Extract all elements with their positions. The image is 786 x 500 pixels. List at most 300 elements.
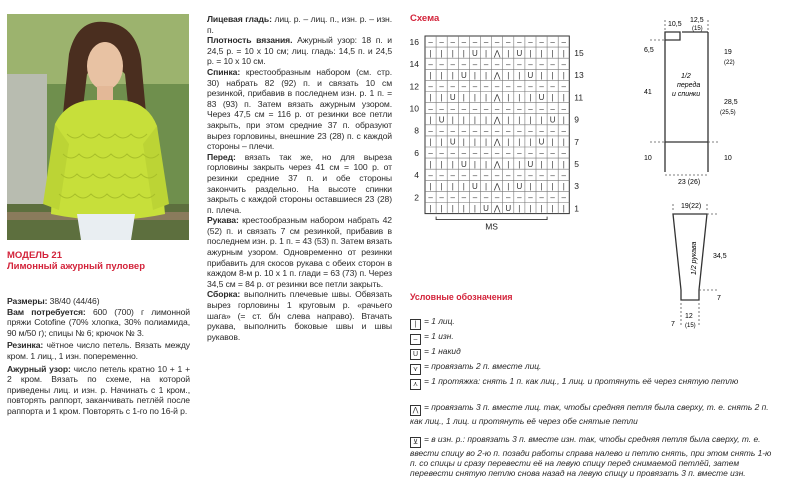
- chart-stitch-symbol: U: [460, 70, 467, 80]
- legend-symbol-icon: ⋎: [410, 364, 421, 375]
- chart-row-number-left: 14: [409, 59, 419, 70]
- chart-stitch-symbol: –: [428, 37, 433, 47]
- gauge-value: Ажурный узор: 18 п. и 24,5 р. = 10 х 10 см; лиц. гладь: 14,5 п. и 24,5 р. = 10 х 10 см.: [207, 35, 392, 67]
- back-value: крестообразным набором (см. стр. 30) набрать 82 (92) п. и связать 10 см резинкой, прибавив в последнем изн. р. 1 п. = 83 (93) п. Затем вязать ажурным узором. Через 47,5 см = 116 р. от резинки все петли закрыть, при этом средние 37 п. образуют вырез горловины, внешние 23 (28) п. с каждой стороны – плечи.: [207, 66, 392, 152]
- gauge-paragraph: [207, 35, 392, 67]
- chart-stitch-symbol: |: [562, 70, 565, 80]
- chart-stitch-symbol: –: [539, 59, 544, 69]
- back-label: Спинка:: [207, 66, 241, 77]
- chart-stitch-symbol: –: [483, 37, 489, 47]
- chart-stitch-symbol: |: [518, 115, 521, 125]
- chart-row-number-right: 3: [574, 181, 580, 192]
- chart-stitch-symbol: |: [529, 93, 532, 103]
- chart-stitch-symbol: |: [440, 137, 443, 147]
- chart-stitch-symbol: |: [440, 159, 443, 169]
- chart-stitch-symbol: –: [506, 148, 511, 158]
- chart-stitch-symbol: |: [473, 70, 476, 80]
- chart-stitch-symbol: –: [461, 82, 467, 92]
- chart-stitch-symbol: –: [561, 59, 566, 69]
- chart-stitch-symbol: |: [518, 93, 521, 103]
- chart-stitch-symbol: U: [472, 181, 478, 191]
- chart-row-number-right: 13: [574, 70, 584, 81]
- chart-stitch-symbol: |: [485, 159, 488, 169]
- lace-label: Ажурный узор:: [7, 363, 71, 374]
- chart-stitch-symbol: |: [551, 137, 554, 147]
- chart-stitch-symbol: –: [494, 104, 500, 114]
- rib-paragraph: [7, 340, 190, 361]
- chart-stitch-symbol: –: [550, 37, 555, 47]
- chart-stitch-symbol: –: [439, 82, 444, 92]
- chart-stitch-symbol: |: [462, 181, 465, 191]
- chart-stitch-symbol: –: [550, 126, 555, 136]
- legend-symbol-icon: ⋏: [410, 379, 421, 390]
- chart-stitch-symbol: –: [461, 126, 467, 136]
- chart-stitch-symbol: –: [506, 82, 511, 92]
- chart-row-number-left: 16: [409, 36, 419, 47]
- chart-stitch-symbol: |: [562, 137, 565, 147]
- chart-stitch-symbol: –: [494, 148, 500, 158]
- chart-stitch-symbol: |: [462, 137, 465, 147]
- lace-paragraph: [7, 364, 190, 417]
- assembly-label: Сборка:: [207, 289, 241, 300]
- chart-stitch-symbol: U: [483, 204, 489, 214]
- back-paragraph: [207, 67, 392, 152]
- chart-row-number-left: 6: [414, 147, 419, 158]
- chart-stitch-symbol: –: [517, 82, 522, 92]
- chart-stitch-symbol: –: [494, 59, 500, 69]
- assembly-paragraph: [207, 289, 392, 342]
- dim-neck-drop: 6,5: [644, 47, 654, 54]
- sleeve-bottom-alt: (15): [685, 323, 696, 329]
- legend-symbol-icon: –: [410, 334, 421, 345]
- chart-stitch-symbol: U: [527, 159, 534, 169]
- sleeves-paragraph: [207, 215, 392, 289]
- chart-stitch-symbol: –: [450, 148, 455, 158]
- chart-stitch-symbol: –: [506, 37, 511, 47]
- legend-item: [410, 434, 780, 478]
- legend-text: = 1 протяжка: снять 1 п. как лиц., 1 лиц. и протянуть её через снятую петлю: [424, 376, 739, 386]
- chart-stitch-symbol: –: [539, 193, 544, 203]
- chart-stitch-symbol: |: [529, 48, 532, 58]
- chart-stitch-symbol: |: [429, 204, 432, 214]
- dim-height-left: 41: [644, 89, 652, 96]
- dim-width: 23 (26): [678, 179, 701, 186]
- chart-stitch-symbol: |: [540, 181, 543, 191]
- chart-stitch-symbol: |: [529, 115, 532, 125]
- chart-stitch-symbol: U: [438, 115, 445, 125]
- chart-row-number-right: 7: [574, 136, 580, 147]
- chart-stitch-symbol: |: [551, 204, 554, 214]
- chart-stitch-symbol: |: [540, 70, 543, 80]
- chart-stitch-symbol: |: [540, 159, 543, 169]
- chart-stitch-symbol: |: [429, 70, 432, 80]
- chart-stitch-symbol: –: [461, 104, 467, 114]
- chart-stitch-symbol: |: [451, 181, 454, 191]
- chart-stitch-symbol: |: [473, 204, 476, 214]
- chart-stitch-symbol: –: [472, 59, 478, 69]
- dim-armhole: 19: [724, 49, 732, 56]
- chart-stitch-symbol: ⋀: [493, 181, 501, 191]
- piece-label-1: 1/2: [681, 73, 691, 80]
- chart-stitch-symbol: –: [517, 37, 522, 47]
- chart-row-number-left: 10: [409, 103, 419, 114]
- chart-stitch-symbol: |: [562, 48, 565, 58]
- chart-stitch-symbol: |: [562, 115, 565, 125]
- chart-row-number-left: 12: [409, 81, 419, 92]
- chart-stitch-symbol: –: [483, 104, 489, 114]
- legend-text: = в изн. р.: провязать 3 п. вместе изн. так, чтобы средняя петля была сверху, т. е. ввести спицу во 2-ю п. позади работы справа налево и петлю снять, при этом снять 1-ю п. со спицы и сразу перевести её на левую спицу перед снимаемой петлёй, затем перевести снятую петлю снова назад на левую спицу и провязать 3 п. вместе изн.: [410, 434, 772, 478]
- chart-stitch-symbol: –: [439, 126, 444, 136]
- legend-text: = 1 накид: [424, 346, 461, 356]
- chart-stitch-symbol: –: [539, 37, 544, 47]
- chart-stitch-symbol: |: [518, 204, 521, 214]
- chart-stitch-symbol: –: [428, 104, 433, 114]
- chart-stitch-symbol: |: [507, 48, 510, 58]
- chart-stitch-symbol: –: [494, 37, 500, 47]
- legend-symbol-icon: |: [410, 319, 421, 330]
- chart-stitch-symbol: |: [429, 137, 432, 147]
- chart-stitch-symbol: U: [449, 137, 456, 147]
- model-heading: [7, 250, 192, 272]
- lace-value: число петель кратно 10 + 1 + 2 кром. Вязать по схеме, на которой приведены лиц. и изн. р. Начинать с 1 кром., повторять раппорт, заканчивать петлёй после раппорта и 1 кром. Повторять с 1-го по 16-й р.: [7, 363, 190, 416]
- chart-stitch-symbol: –: [561, 126, 566, 136]
- chart-stitch-symbol: |: [429, 48, 432, 58]
- chart-stitch-symbol: –: [439, 170, 444, 180]
- chart-stitch-symbol: –: [528, 193, 533, 203]
- chart-stitch-symbol: –: [461, 170, 467, 180]
- middle-column-text: [207, 14, 392, 342]
- chart-stitch-symbol: –: [517, 148, 522, 158]
- chart-stitch-symbol: –: [428, 126, 433, 136]
- chart-stitch-symbol: –: [528, 148, 533, 158]
- chart-stitch-symbol: –: [428, 193, 433, 203]
- chart-stitch-symbol: –: [428, 170, 433, 180]
- chart-stitch-symbol: –: [528, 82, 533, 92]
- chart-stitch-symbol: –: [450, 126, 455, 136]
- legend-item: [410, 361, 780, 375]
- chart-stitch-symbol: –: [506, 104, 511, 114]
- materials-label: Вам потребуется:: [7, 306, 86, 317]
- chart-stitch-symbol: –: [428, 148, 433, 158]
- chart-stitch-symbol: |: [518, 70, 521, 80]
- chart-stitch-symbol: –: [506, 59, 511, 69]
- rib-label: Резинка:: [7, 340, 44, 351]
- chart-stitch-symbol: |: [562, 159, 565, 169]
- chart-stitch-symbol: |: [529, 137, 532, 147]
- chart-stitch-symbol: –: [428, 59, 433, 69]
- chart-stitch-symbol: –: [517, 170, 522, 180]
- chart-stitch-symbol: –: [483, 170, 489, 180]
- chart-stitch-symbol: –: [494, 126, 500, 136]
- dim-rib-right: 10: [724, 155, 732, 162]
- chart-stitch-symbol: |: [518, 159, 521, 169]
- chart-stitch-symbol: –: [450, 82, 455, 92]
- chart-stitch-symbol: |: [540, 48, 543, 58]
- chart-stitch-symbol: –: [506, 170, 511, 180]
- chart-stitch-symbol: |: [462, 48, 465, 58]
- legend-item: [410, 376, 780, 390]
- chart-stitch-symbol: |: [440, 48, 443, 58]
- chart-stitch-symbol: –: [494, 82, 500, 92]
- chart-stitch-symbol: |: [440, 204, 443, 214]
- chart-row-number-right: 5: [574, 158, 580, 169]
- chart-stitch-symbol: |: [562, 204, 565, 214]
- chart-row-number-right: 1: [574, 203, 580, 214]
- assembly-value: выполнить плечевые швы. Обвязать вырез горловины 1 круговым р. «рачьего шага» (= ст. б/н слева направо). Втачать рукава, выполнить боковые швы и швы рукавов.: [207, 289, 393, 342]
- sleeve-height: 34,5: [713, 253, 727, 260]
- chart-stitch-symbol: |: [540, 115, 543, 125]
- chart-stitch-symbol: U: [538, 137, 545, 147]
- chart-stitch-symbol: –: [517, 104, 522, 114]
- chart-stitch-symbol: |: [485, 93, 488, 103]
- chart-stitch-symbol: –: [483, 126, 489, 136]
- materials-paragraph: [7, 307, 190, 339]
- chart-stitch-symbol: –: [506, 126, 511, 136]
- chart-stitch-symbol: –: [472, 82, 478, 92]
- chart-stitch-symbol: –: [472, 37, 478, 47]
- chart-stitch-symbol: –: [472, 170, 478, 180]
- sleeve-bottom: 12: [685, 313, 693, 320]
- chart-stitch-symbol: –: [472, 148, 478, 158]
- sleeve-label: 1/2 рукава: [691, 241, 698, 275]
- chart-stitch-symbol: –: [428, 82, 433, 92]
- chart-stitch-symbol: –: [528, 59, 533, 69]
- chart-stitch-symbol: –: [461, 59, 467, 69]
- legend-text: = провязать 3 п. вместе лиц. так, чтобы средняя петля была сверху, т. е. снять 2 п. как лиц., 1 лиц. и протянуть её через обе снятые петли: [410, 402, 769, 426]
- legend-text: = 1 лиц.: [424, 316, 455, 326]
- legend-title: Условные обозначения: [410, 292, 513, 302]
- chart-stitch-symbol: |: [551, 93, 554, 103]
- dim-side-alt: (25,5): [720, 110, 736, 116]
- rib-value: чётное число петель. Вязать между кром. 1 лиц., 1 изн. попеременно.: [7, 340, 190, 361]
- chart-stitch-symbol: –: [539, 148, 544, 158]
- chart-stitch-symbol: –: [472, 126, 478, 136]
- chart-stitch-symbol: –: [539, 104, 544, 114]
- gauge-label: Плотность вязания.: [207, 35, 293, 46]
- chart-stitch-symbol: |: [485, 181, 488, 191]
- chart-stitch-symbol: |: [429, 159, 432, 169]
- chart-stitch-symbol: –: [450, 37, 455, 47]
- model-photo-illustration: [7, 14, 189, 240]
- chart-stitch-symbol: |: [507, 137, 510, 147]
- chart-stitch-symbol: –: [550, 170, 555, 180]
- chart-stitch-symbol: –: [528, 104, 533, 114]
- chart-stitch-symbol: –: [472, 193, 478, 203]
- chart-stitch-symbol: –: [461, 37, 467, 47]
- chart-stitch-symbol: –: [439, 148, 444, 158]
- chart-stitch-symbol: –: [561, 148, 566, 158]
- model-photo: [7, 14, 189, 240]
- chart-stitch-symbol: |: [473, 137, 476, 147]
- chart-stitch-symbol: |: [507, 93, 510, 103]
- chart-stitch-symbol: U: [516, 181, 523, 191]
- chart-stitch-symbol: |: [551, 70, 554, 80]
- chart-stitch-symbol: |: [551, 159, 554, 169]
- chart-stitch-symbol: –: [528, 170, 533, 180]
- chart-stitch-symbol: U: [472, 48, 478, 58]
- chart-stitch-symbol: U: [549, 115, 556, 125]
- chart-stitch-symbol: –: [517, 59, 522, 69]
- knitting-chart: [405, 30, 585, 262]
- chart-stitch-symbol: |: [507, 159, 510, 169]
- chart-stitch-symbol: U: [449, 93, 456, 103]
- chart-stitch-symbol: |: [440, 93, 443, 103]
- model-number: МОДЕЛЬ 21: [7, 250, 62, 261]
- chart-stitch-symbol: |: [429, 115, 432, 125]
- stockinette-paragraph: [207, 14, 392, 35]
- legend-text: = 1 изн.: [424, 331, 454, 341]
- chart-stitch-symbol: U: [505, 204, 512, 214]
- chart-stitch-symbol: |: [507, 70, 510, 80]
- dim-top-right-alt: (15): [692, 26, 703, 32]
- chart-stitch-symbol: |: [562, 181, 565, 191]
- chart-stitch-symbol: U: [460, 159, 467, 169]
- legend-text: = провязать 2 п. вместе лиц.: [424, 361, 542, 371]
- chart-stitch-symbol: |: [507, 181, 510, 191]
- materials-value: 600 (700) г лимонной пряжи Cotofine (70% хлопка, 30% полиамида, 90 м/50 г); спицы № 6; крючок № 3.: [7, 306, 191, 338]
- sizes-label: Размеры:: [7, 296, 48, 306]
- chart-stitch-symbol: –: [561, 37, 566, 47]
- model-name: Лимонный ажурный пуловер: [7, 261, 146, 272]
- chart-stitch-symbol: –: [483, 148, 489, 158]
- chart-stitch-symbol: –: [561, 82, 566, 92]
- chart-stitch-symbol: |: [518, 137, 521, 147]
- chart-row-number-left: 8: [414, 125, 419, 136]
- dim-top-right: 12,5: [690, 17, 704, 24]
- chart-stitch-symbol: |: [485, 137, 488, 147]
- chart-stitch-symbol: ⋀: [493, 137, 501, 147]
- chart-stitch-symbol: ⋀: [493, 204, 501, 214]
- chart-stitch-symbol: |: [551, 181, 554, 191]
- chart-stitch-symbol: –: [550, 82, 555, 92]
- sleeve-rib-right: 7: [717, 295, 721, 302]
- chart-row-number-right: 9: [574, 114, 580, 125]
- sleeve-top-width: 19(22): [681, 203, 702, 210]
- chart-stitch-symbol: –: [561, 193, 566, 203]
- chart-stitch-symbol: –: [550, 148, 555, 158]
- sleeves-label: Рукава:: [207, 215, 239, 226]
- chart-stitch-symbol: –: [450, 59, 455, 69]
- chart-stitch-symbol: ⋀: [493, 70, 501, 80]
- chart-stitch-symbol: –: [561, 170, 566, 180]
- dim-side: 28,5: [724, 99, 738, 106]
- chart-stitch-symbol: |: [451, 70, 454, 80]
- stockinette-value: лиц. р. – лиц. п., изн. р. – изн. п.: [207, 14, 392, 35]
- chart-stitch-symbol: |: [451, 115, 454, 125]
- piece-label-2: переда: [677, 82, 701, 89]
- chart-stitch-symbol: |: [529, 181, 532, 191]
- chart-stitch-symbol: |: [451, 159, 454, 169]
- chart-stitch-symbol: –: [550, 59, 555, 69]
- legend-symbol-icon: ⋀: [410, 405, 421, 416]
- chart-stitch-symbol: |: [462, 115, 465, 125]
- chart-stitch-symbol: –: [494, 170, 500, 180]
- chart-stitch-symbol: –: [439, 37, 444, 47]
- chart-row-number-left: 4: [414, 170, 419, 181]
- chart-title: Схема: [410, 13, 440, 24]
- chart-row-number-left: 2: [414, 192, 419, 203]
- chart-repeat-bracket: [436, 217, 547, 220]
- chart-stitch-symbol: –: [561, 104, 566, 114]
- sizes-paragraph: [7, 296, 190, 307]
- front-paragraph: [207, 152, 392, 216]
- chart-stitch-symbol: –: [450, 104, 455, 114]
- chart-stitch-symbol: |: [451, 48, 454, 58]
- chart-stitch-symbol: |: [473, 159, 476, 169]
- sleeves-value: крестообразным набором набрать 42 (52) п. и связать 7 см резинкой, прибавив в последнем изн. р. 1 п. = 43 (53) п. Затем вязать ажурным узором. Одновременно от резинки прибавить для скосов рукава с обеих сторон в каждом 8-м р. 10 х 1 п. глади = 63 (73) п. Через 34,5 см = 84 р. от резинки все петли закрыть.: [207, 215, 392, 289]
- chart-stitch-symbol: –: [517, 193, 522, 203]
- chart-stitch-symbol: –: [550, 104, 555, 114]
- chart-stitch-symbol: U: [538, 93, 545, 103]
- chart-stitch-symbol: –: [517, 126, 522, 136]
- chart-stitch-symbol: |: [551, 48, 554, 58]
- chart-stitch-symbol: |: [429, 93, 432, 103]
- chart-stitch-symbol: –: [483, 59, 489, 69]
- chart-stitch-symbol: |: [440, 70, 443, 80]
- sleeve-schematic: [655, 200, 780, 340]
- chart-stitch-symbol: |: [462, 93, 465, 103]
- sleeve-rib-left: 7: [671, 321, 675, 328]
- dim-rib-left: 10: [644, 155, 652, 162]
- left-column-text: [7, 296, 190, 417]
- chart-stitch-symbol: U: [527, 70, 534, 80]
- chart-stitch-symbol: –: [506, 193, 511, 203]
- dim-top-left: 10,5: [668, 21, 682, 28]
- front-label: Перед:: [207, 151, 236, 162]
- chart-stitch-symbol: –: [539, 126, 544, 136]
- chart-row-number-right: 11: [574, 92, 584, 103]
- chart-stitch-symbol: |: [529, 204, 532, 214]
- chart-stitch-symbol: –: [450, 193, 455, 203]
- legend-symbol-icon: U: [410, 349, 421, 360]
- chart-stitch-symbol: –: [472, 104, 478, 114]
- chart-stitch-symbol: |: [485, 115, 488, 125]
- chart-stitch-symbol: –: [539, 170, 544, 180]
- chart-stitch-symbol: –: [439, 193, 444, 203]
- chart-stitch-symbol: –: [439, 104, 444, 114]
- chart-stitch-symbol: –: [528, 126, 533, 136]
- chart-stitch-symbol: –: [450, 170, 455, 180]
- chart-stitch-symbol: |: [440, 181, 443, 191]
- dim-armhole-alt: (22): [724, 60, 735, 66]
- legend-symbol-icon: ⊻: [410, 437, 421, 448]
- chart-stitch-symbol: –: [461, 148, 467, 158]
- body-schematic: [620, 12, 780, 190]
- chart-stitch-symbol: |: [562, 93, 565, 103]
- chart-stitch-symbol: –: [494, 193, 500, 203]
- chart-stitch-symbol: ⋀: [493, 115, 501, 125]
- stockinette-label: Лицевая гладь:: [207, 14, 272, 24]
- chart-stitch-symbol: –: [528, 37, 533, 47]
- chart-stitch-symbol: |: [540, 204, 543, 214]
- chart-row-number-right: 15: [574, 47, 584, 58]
- chart-stitch-symbol: |: [507, 115, 510, 125]
- chart-stitch-symbol: ⋀: [493, 159, 501, 169]
- chart-stitch-symbol: |: [473, 115, 476, 125]
- chart-stitch-symbol: |: [451, 204, 454, 214]
- chart-stitch-symbol: |: [429, 181, 432, 191]
- sizes-value: 38/40 (44/46): [49, 296, 100, 306]
- chart-stitch-symbol: –: [483, 193, 489, 203]
- chart-stitch-symbol: –: [539, 82, 544, 92]
- chart-repeat-label: MS: [485, 221, 498, 232]
- chart-stitch-symbol: |: [485, 48, 488, 58]
- chart-stitch-symbol: ⋀: [493, 93, 501, 103]
- chart-stitch-symbol: ⋀: [493, 48, 501, 58]
- front-value: вязать так же, но для выреза горловины закрыть через 41 см = 100 р. от резинки средние 37 п. и обе стороны закончить раздельно. На высоте спинки закрыть с каждой стороны оставшиеся 23 (28) п. плеча.: [207, 151, 392, 215]
- chart-stitch-symbol: |: [485, 70, 488, 80]
- piece-label-3: и спинки: [672, 91, 701, 98]
